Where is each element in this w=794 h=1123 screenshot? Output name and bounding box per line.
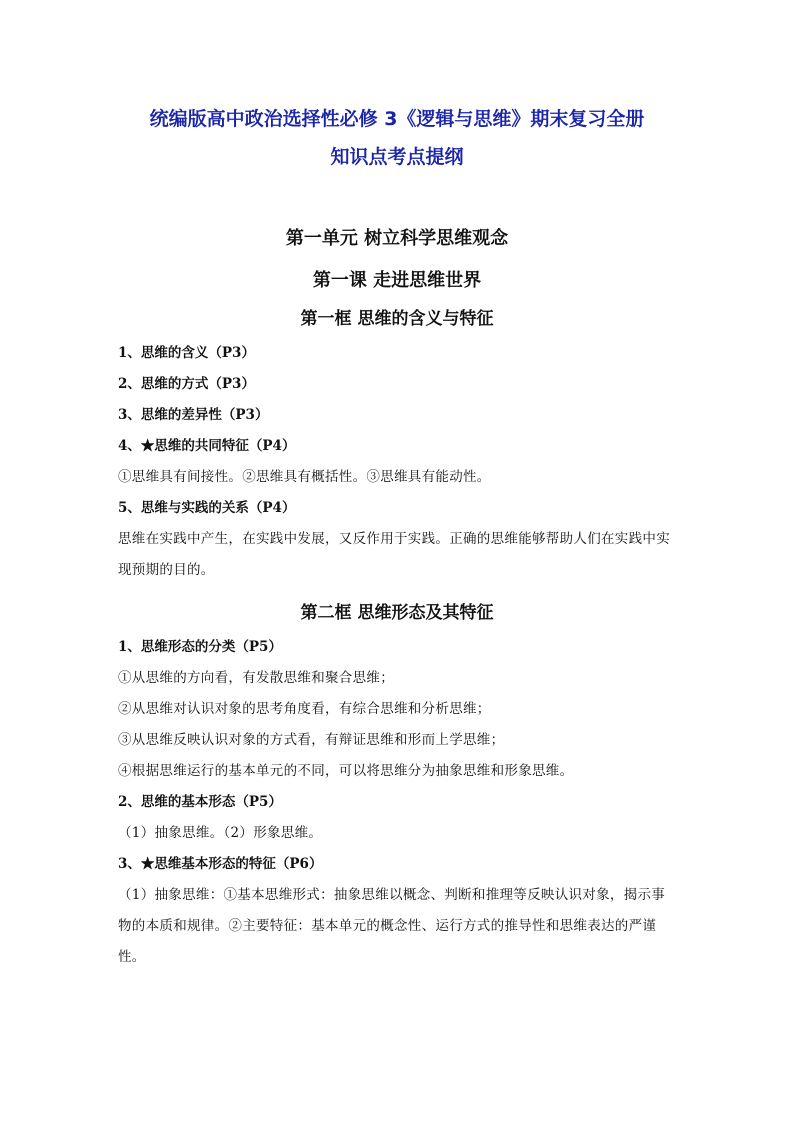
frame-1-item-4-text: ①思维具有间接性。②思维具有概括性。③思维具有能动性。 (118, 469, 491, 485)
frame-1-section (118, 306, 676, 586)
document-title-line-2: 知识点考点提纲 (330, 146, 464, 168)
document-title (118, 100, 676, 176)
document-title-line-1: 统编版高中政治选择性必修 3《逻辑与思维》期末复习全册 (149, 108, 645, 130)
frame-1-heading: 第一框 思维的含义与特征 (300, 309, 494, 329)
lesson-heading: 第一课 走进思维世界 (312, 270, 482, 291)
frame-2-item-1-line-4: ④根据思维运行的基本单元的不同，可以将思维分为抽象思维和形象思维。 (118, 763, 574, 779)
frame-2-item-3-text: （1）抽象思维：①基本思维形式：抽象思维以概念、判断和推理等反映认识对象，揭示事物的本质和规律。②主要特征：基本单元的概念性、运行方式的推导性和思维表达的严谨性。 (118, 887, 666, 965)
frame-2-item-2-text: （1）抽象思维。（2）形象思维。 (118, 825, 323, 841)
frame-1-item-2-heading: 2、思维的方式（P3） (118, 376, 255, 392)
frame-2-item-3-heading: 3、★思维基本形态的特征（P6） (118, 856, 323, 872)
frame-1-item-4-heading: 4、★思维的共同特征（P4） (118, 438, 296, 454)
frame-2-item-1-heading: 1、思维形态的分类（P5） (118, 639, 282, 655)
frame-2-heading: 第二框 思维形态及其特征 (300, 603, 494, 623)
frame-1-item-3-heading: 3、思维的差异性（P3） (118, 407, 269, 423)
unit-heading: 第一单元 树立科学思维观念 (285, 228, 509, 249)
frame-2-item-1-line-1: ①从思维的方向看，有发散思维和聚合思维； (118, 670, 394, 686)
frame-1-item-5-text: 思维在实践中产生，在实践中发展，又反作用于实践。正确的思维能够帮助人们在实践中实现预期的目的。 (118, 531, 670, 578)
frame-2-item-2-heading: 2、思维的基本形态（P5） (118, 794, 282, 810)
frame-2-item-1-line-3: ③从思维反映认识对象的方式看，有辩证思维和形而上学思维； (118, 732, 505, 748)
frame-1-item-1-heading: 1、思维的含义（P3） (118, 345, 255, 361)
frame-1-item-5-heading: 5、思维与实践的关系（P4） (118, 500, 296, 516)
frame-2-section (118, 600, 676, 973)
frame-2-item-1-line-2: ②从思维对认识对象的思考角度看，有综合思维和分析思维； (118, 701, 491, 717)
